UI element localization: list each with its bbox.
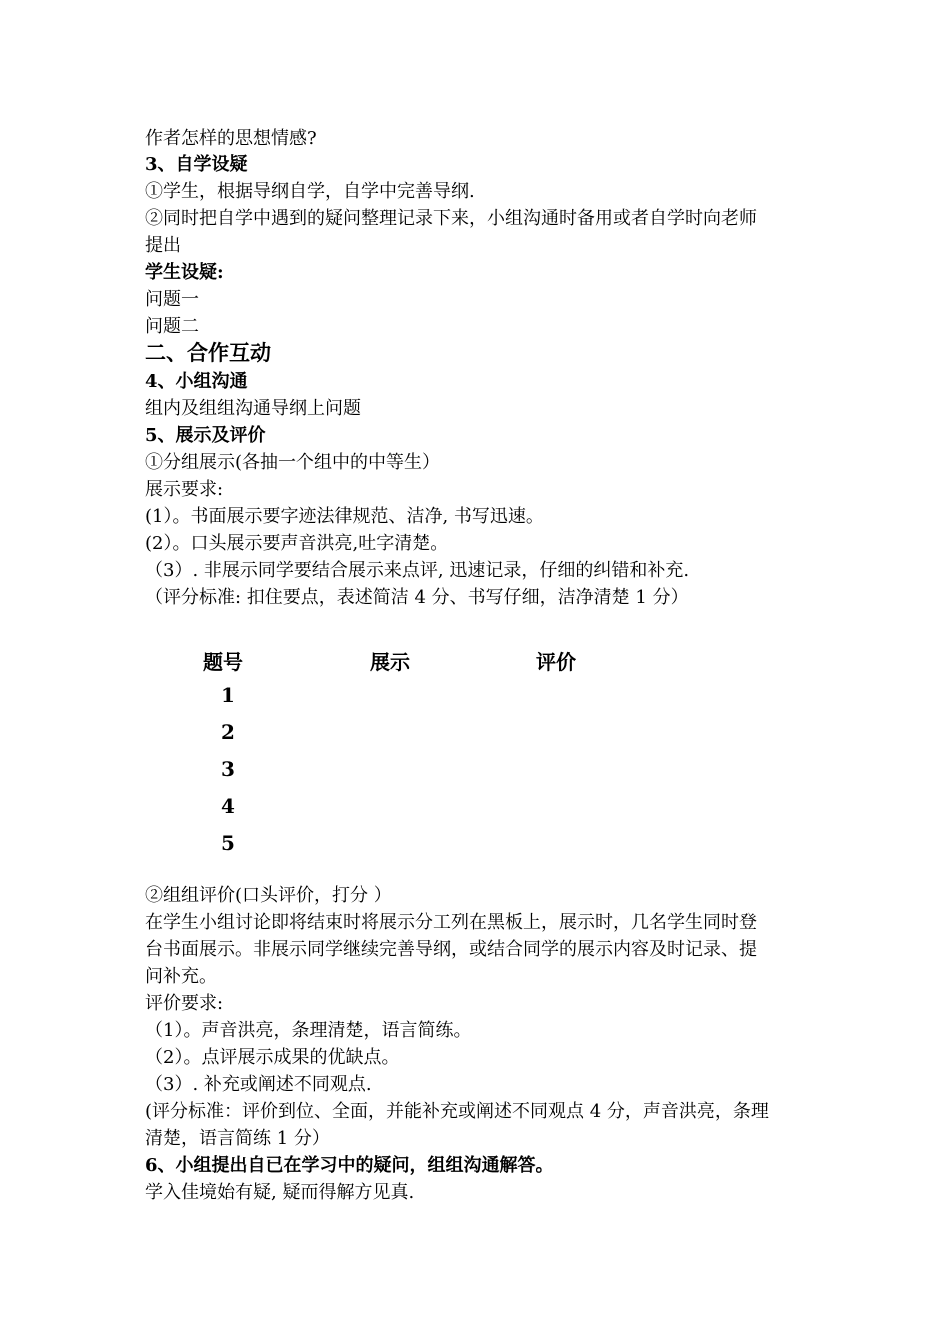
table-header-number: 题号 — [203, 650, 243, 674]
subheading-4: 4、小组沟通 — [145, 371, 248, 392]
text-line: 清楚，语言简练 1 分） — [145, 1128, 330, 1149]
text-line: （3）. 补充或阐述不同观点. — [145, 1074, 372, 1095]
text-line: (1）。书面展示要字迹法律规范、洁净, 书写迅速。 — [145, 506, 544, 527]
section-heading: 二、合作互动 — [145, 340, 271, 365]
table-header-evaluation: 评价 — [536, 650, 576, 674]
text-line: （3）. 非展示同学要结合展示来点评, 迅速记录，仔细的纠错和补充. — [145, 560, 690, 581]
text-line: 问补充。 — [145, 966, 217, 987]
text-line: (评分标准：评价到位、全面，并能补充或阐述不同观点 4 分，声音洪亮，条理 — [145, 1101, 769, 1122]
text-line: 学入佳境始有疑, 疑而得解方见真. — [145, 1182, 415, 1203]
table-header-display: 展示 — [370, 650, 410, 674]
subheading-6: 6、小组提出自已在学习中的疑问，组组沟通解答。 — [145, 1155, 554, 1176]
table-row: 1 — [221, 683, 235, 707]
table-row: 5 — [221, 831, 235, 855]
text-line: （1）。声音洪亮，条理清楚，语言简练。 — [145, 1020, 472, 1041]
text-line: 问题二 — [145, 316, 199, 337]
text-line: （2）。点评展示成果的优缺点。 — [145, 1047, 400, 1068]
text-line: 作者怎样的思想情感? — [145, 128, 317, 149]
text-line: (2）。口头展示要声音洪亮,吐字清楚。 — [145, 533, 449, 554]
subheading-5: 5、展示及评价 — [145, 425, 266, 446]
text-line: ②同时把自学中遇到的疑问整理记录下来，小组沟通时备用或者自学时向老师 — [145, 208, 757, 229]
text-line: ①学生，根据导纲自学，自学中完善导纲. — [145, 181, 475, 202]
text-line: （评分标准: 扣住要点，表述简洁 4 分、书写仔细，洁净清楚 1 分） — [145, 587, 689, 608]
table-row: 4 — [221, 794, 235, 818]
text-line: 评价要求: — [145, 993, 224, 1014]
text-line: 问题一 — [145, 289, 199, 310]
text-line: 展示要求: — [145, 479, 224, 500]
text-line: 台书面展示。非展示同学继续完善导纲，或结合同学的展示内容及时记录、提 — [145, 939, 757, 960]
text-line: 在学生小组讨论即将结束时将展示分工列在黑板上，展示时，几名学生同时登 — [145, 912, 757, 933]
subheading-3: 3、自学设疑 — [145, 154, 248, 175]
subheading-student-questions: 学生设疑: — [145, 262, 224, 283]
text-line: ①分组展示(各抽一个组中的中等生） — [145, 452, 441, 473]
text-line: ②组组评价(口头评价，打分 ） — [145, 885, 392, 906]
text-line: 组内及组组沟通导纲上问题 — [145, 398, 361, 419]
table-row: 2 — [221, 720, 235, 744]
table-row: 3 — [221, 757, 235, 781]
text-line: 提出 — [145, 235, 181, 256]
